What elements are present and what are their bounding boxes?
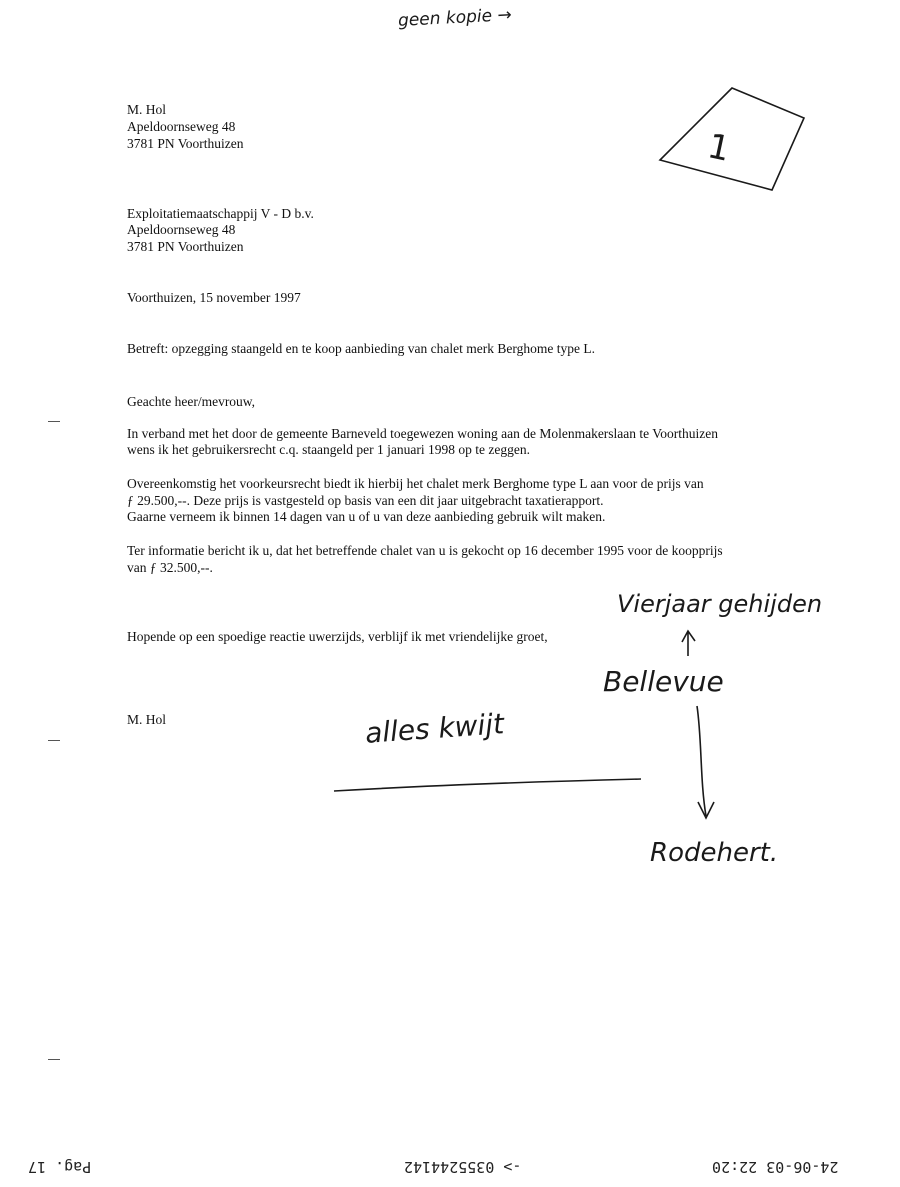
sender-city: 3781 PN Voorthuizen	[127, 136, 244, 151]
fax-footer-page: Pag. 17	[28, 1158, 92, 1176]
body-paragraph-2-line-3: Gaarne verneem ik binnen 14 dagen van u of u van deze aanbieding gebruik wilt maken.	[127, 509, 606, 524]
body-paragraph-2-line-2: ƒ 29.500,--. Deze prijs is vastgesteld op basis van een dit jaar uitgebracht taxatierapport.	[127, 493, 604, 508]
body-paragraph-3-line-1: Ter informatie bericht ik u, dat het betreffende chalet van u is gekocht op 16 december 1995 voor de koopprijs	[127, 543, 723, 558]
recipient-street: Apeldoornseweg 48	[127, 222, 236, 237]
letter-subject: Betreft: opzegging staangeld en te koop aanbieding van chalet merk Berghome type L.	[127, 341, 595, 356]
handwritten-note-alles-kwijt: alles kwijt	[364, 707, 506, 750]
handwritten-note-bellevue: Bellevue	[603, 665, 724, 698]
handwritten-note-vierjaar: Vierjaar gehijden	[617, 590, 823, 618]
handwritten-note-rodehert: Rodehert.	[650, 838, 779, 868]
sender-street: Apeldoornseweg 48	[127, 119, 236, 134]
sender-name: M. Hol	[127, 102, 167, 117]
signature-name: M. Hol	[127, 712, 167, 727]
recipient-company: Exploitatiemaatschappij V - D b.v.	[127, 206, 314, 221]
body-paragraph-1-line-1: In verband met het door de gemeente Barneveld toegewezen woning aan de Molenmakerslaan te Voorthuizen	[127, 426, 719, 441]
letter-date: Voorthuizen, 15 november 1997	[127, 290, 301, 305]
body-paragraph-2-line-1: Overeenkomstig het voorkeursrecht biedt ik hierbij het chalet merk Berghome type L aan voor de prijs van	[127, 476, 704, 491]
salutation: Geachte heer/mevrouw,	[127, 394, 256, 409]
handwritten-note-top: geen kopie →	[397, 5, 513, 31]
fax-footer-datetime: 24-06-03 22:20	[712, 1158, 839, 1176]
body-paragraph-3-line-2: van ƒ 32.500,--.	[127, 560, 213, 575]
closing-line: Hopende op een spoedige reactie uwerzijds, verblijf ik met vriendelijke groet,	[127, 629, 548, 644]
handwritten-box-number: 1	[704, 126, 734, 170]
fax-footer-number: -> 0355244142	[404, 1158, 522, 1176]
body-paragraph-1-line-2: wens ik het gebruikersrecht c.q. staangeld per 1 januari 1998 op te zeggen.	[127, 442, 530, 457]
recipient-city: 3781 PN Voorthuizen	[127, 239, 244, 254]
